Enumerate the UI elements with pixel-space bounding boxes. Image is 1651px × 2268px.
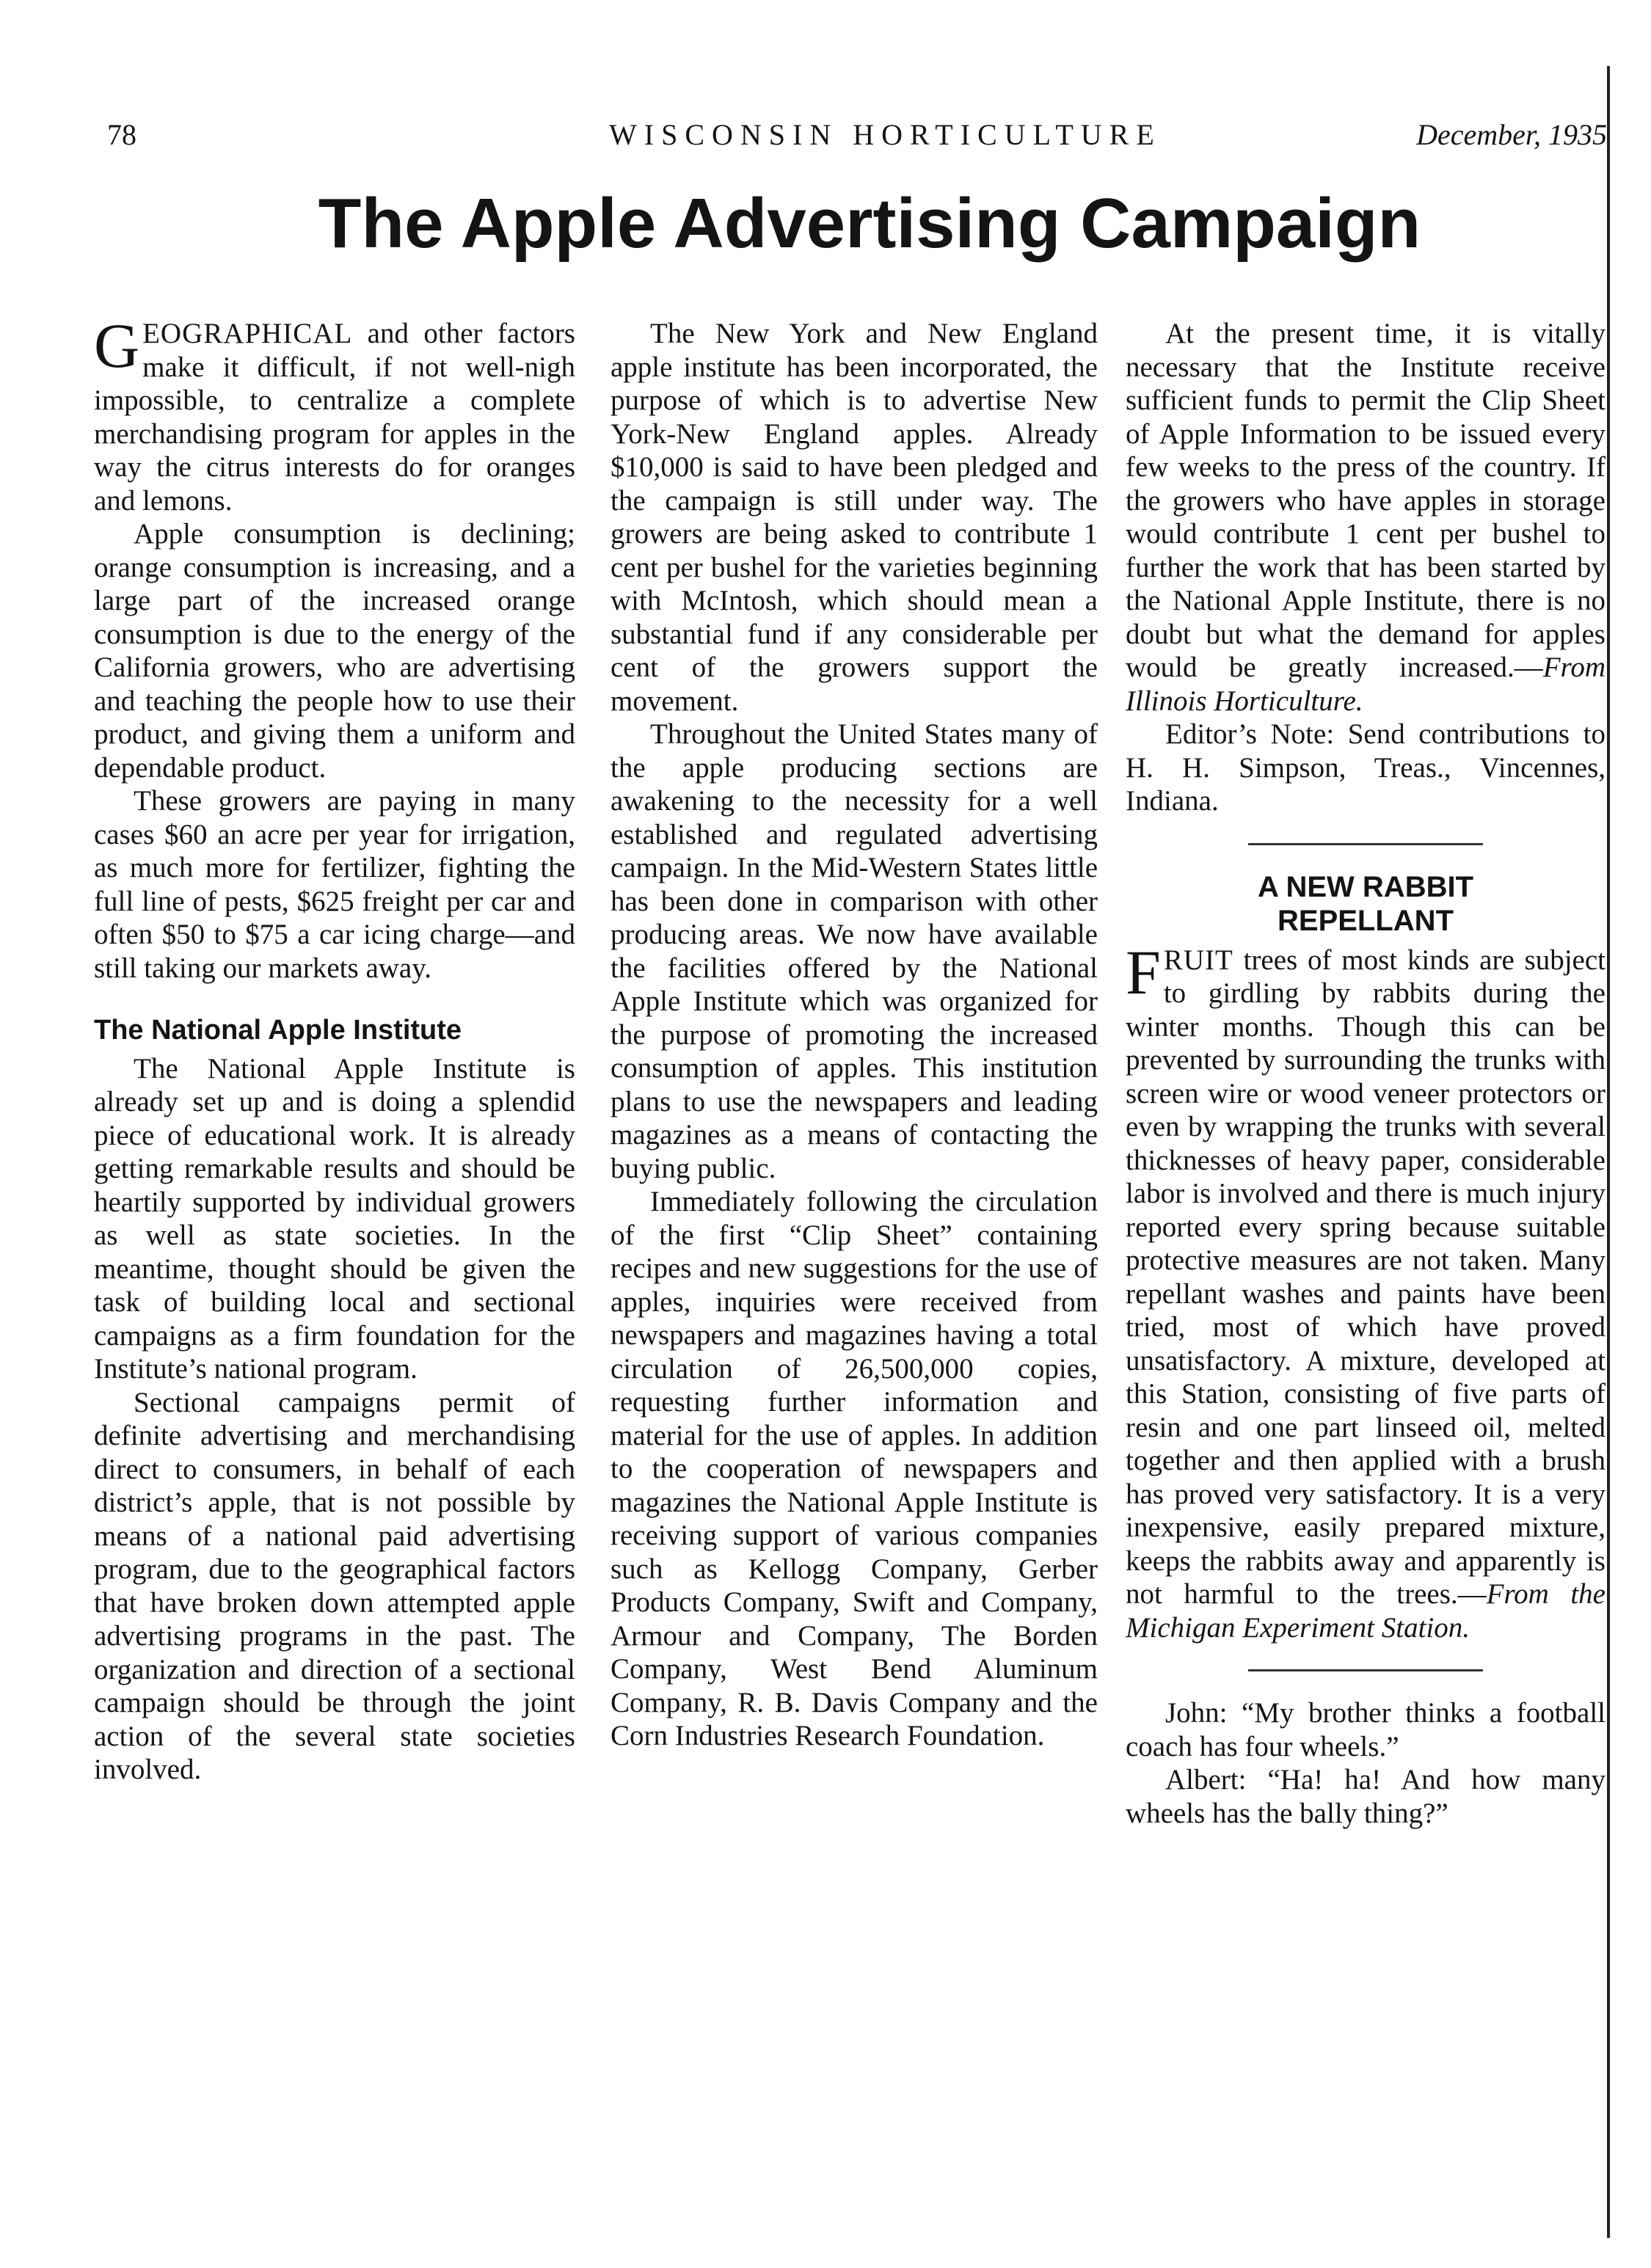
page-number: 78 [107,118,136,151]
paragraph: Throughout the United States many of the apple producing sections are awakening to the necessity for a well established and regulated advertising campaign. In the Mid-Western States little has been done in comparison with other producing areas. We now have available the facilities offered by the National Apple Institute which was organized for the purpose of promoting the increased consumption of apples. This institution plans to use the newspapers and leading magazines as a means of contacting the buying public. [611,718,1098,1184]
issue-date: December, 1935 [1416,118,1607,151]
section-subheading: The National Apple Institute [94,1015,462,1046]
small-caps-lead: EOGRAPHICAL [142,318,353,349]
column-2 [611,317,1098,1753]
paragraph-text: and other factors make it difficult, if not well-nigh impossible, to centralize a complete merchandising program for apples in the way the citrus interests do for oranges and lemons. [94,318,575,517]
paragraph-text: At the present time, it is vitally necessary that the Institute receive sufficient funds to permit the Clip Sheet of Apple Information to be issued every few weeks to the press of the country. If the growers who have apples in storage would contribute 1 cent per bushel to further the work that has been started by the National Apple Institute, there is no doubt but what the demand for apples would be greatly increased.— [1126,318,1606,683]
paragraph: Sectional campaigns permit of definite advertising and merchandising direct to consumers, in behalf of each district’s apple, that is not possible by means of a national paid advertising program, due to the geographical factors that have broken down attempted apple advertising programs in the past. The organization and direction of a sectional campaign should be through the joint action of the several state societies involved. [94,1386,575,1785]
paragraph: The National Apple Institute is already set up and is doing a splendid piece of educational work. It is already getting remarkable results and should be heartily supported by individual growers as well as state societies. In the meantime, thought should be given the task of building local and sectional campaigns as a firm foundation for the Institute’s national program. [94,1052,575,1385]
column-3 [1126,317,1606,1830]
section-divider [1248,1669,1483,1671]
running-header [95,110,1607,161]
page-edge-shadow [1607,66,1610,2238]
drop-cap: F [1126,936,1161,1007]
journal-title: WISCONSIN HORTICULTURE [609,118,1162,151]
source-credit: From Illinois Horticulture. [1126,652,1606,717]
paragraph: These growers are paying in many cases $60 an acre per year for irrigation, as much more for fertilizer, fighting the full line of pests, $625 freight per car and often $50 to $75 a car icing charge—and still taking our markets away. [94,785,575,984]
joke-line: Albert: “Ha! ha! And how many wheels has the bally thing?” [1126,1764,1606,1829]
heading-line: A NEW RABBIT [1257,870,1474,903]
paragraph: Apple consumption is declining; orange consumption is increasing, and a large part of the increased orange consumption is due to the energy of the California growers, who are advertising and teaching the people how to use their product, and giving them a uniform and dependable product. [94,518,575,784]
drop-cap: G [94,310,140,381]
article-title: The Apple Advertising Campaign [318,184,1421,263]
section-divider [1248,843,1483,845]
paragraph: Immediately following the circulation of the first “Clip Sheet” containing recipes and new suggestions for the use of apples, inquiries were received from newspapers and magazines having a total circulation of 26,500,000 copies, requesting further information and material for the use of apples. In addition to the cooperation of newspapers and magazines the National Apple Institute is receiving support of various companies such as Kellogg Company, Gerber Products Company, Swift and Company, Armour and Company, The Borden Company, West Bend Aluminum Company, R. B. Davis Company and the Corn Industries Research Foundation. [611,1186,1098,1751]
rabbit-article-heading [1126,870,1606,938]
column-1 [94,310,575,1787]
paragraph-text: trees of most kinds are subject to girdling by rabbits during the winter months. Though this can be prevented by surrounding the trunks with screen wire or wood veneer protectors or even by wrapping the trunks with several thicknesses of heavy paper, considerable labor is involved and there is much injury reported every spring because suitable protective measures are not taken. Many repellant washes and paints have been tried, most of which have proved unsatisfactory. A mixture, developed at this Station, consisting of five parts of resin and one part linseed oil, melted together and then applied with a brush has proved very satisfactory. It is a very inexpensive, easily prepared mixture, keeps the rabbits away and apparently is not harmful to the trees.— [1126,944,1606,1610]
small-caps-lead: RUIT [1163,944,1233,976]
source-credit: From the Michigan Experiment Station. [1126,1578,1606,1644]
paragraph [1126,317,1606,718]
paragraph [1126,936,1606,1645]
editors-note: Editor’s Note: Send contributions to H. H. Simpson, Treas., Vincennes, Indiana. [1126,718,1606,817]
paragraph [94,310,575,517]
paragraph: The New York and New England apple institute has been incorporated, the purpose of which is to advertise New York-New England apples. Already $10,000 is said to have been pledged and the campaign is still under way. The growers are being asked to contribute 1 cent per bushel for the varieties beginning with McIntosh, which should mean a substantial fund if any considerable per cent of the growers support the movement. [611,318,1098,717]
joke-line: John: “My brother thinks a football coach has four wheels.” [1126,1697,1606,1762]
heading-line: REPELLANT [1278,904,1454,937]
